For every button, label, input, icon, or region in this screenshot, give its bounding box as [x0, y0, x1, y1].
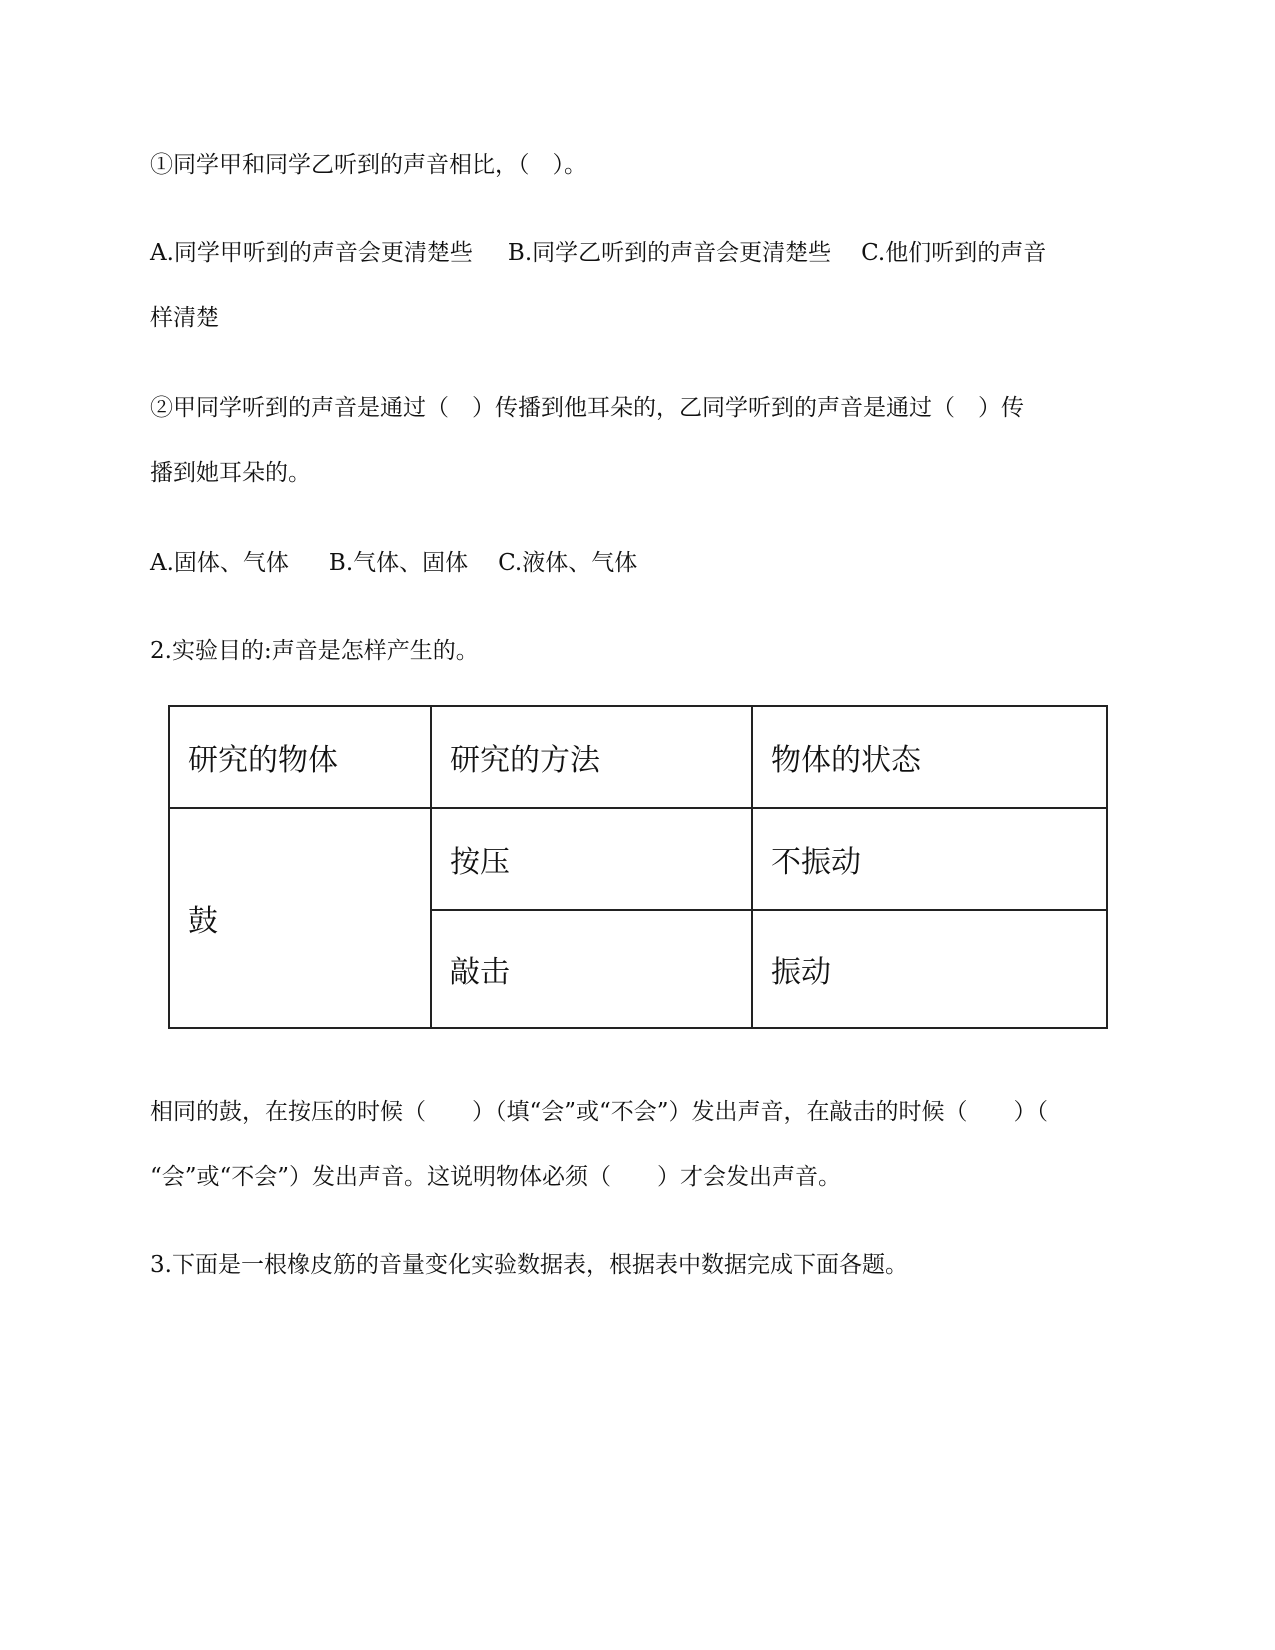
q1-sub1-option-c: C.他们听到的声音	[861, 240, 1047, 266]
q1-sub1-option-b: B.同学乙听到的声音会更清楚些	[507, 240, 832, 266]
q3-title: 3.下面是一根橡皮筋的音量变化实验数据表，根据表中数据完成下面各题。	[150, 1252, 908, 1278]
q2-fill-line1: 相同的鼓，在按压的时候（ ）（填“会”或“不会”）发出声音，在敲击的时候（ ）（	[150, 1099, 1049, 1125]
method-cell: 敲击	[431, 910, 752, 1028]
q1-sub1-question: ①同学甲和同学乙听到的声音相比，（ ）。	[150, 152, 587, 178]
state-cell: 振动	[752, 910, 1107, 1028]
object-cell: 鼓	[169, 808, 431, 1028]
q1-sub2-option-a: A.固体、气体	[150, 550, 289, 576]
table-row	[169, 808, 1107, 910]
method-cell: 按压	[431, 808, 752, 910]
q2-title: 2.实验目的:声音是怎样产生的。	[150, 638, 479, 664]
header-method: 研究的方法	[431, 706, 752, 808]
q1-sub1-option-c-continuation: 样清楚	[150, 305, 219, 331]
q1-sub1-options	[150, 238, 1046, 268]
header-object: 研究的物体	[169, 706, 431, 808]
q1-sub1-option-a: A.同学甲听到的声音会更清楚些	[150, 240, 473, 266]
q1-sub2-question-line2: 播到她耳朵的。	[150, 460, 311, 486]
q1-sub2-options	[150, 548, 637, 578]
state-cell: 不振动	[752, 808, 1107, 910]
q1-sub2-option-b: B.气体、固体	[328, 550, 469, 576]
header-state: 物体的状态	[752, 706, 1107, 808]
q1-sub2-question-line1: ②甲同学听到的声音是通过（ ）传播到他耳朵的，乙同学听到的声音是通过（ ）传	[150, 395, 1024, 421]
experiment-table	[168, 705, 1108, 1029]
table-header-row	[169, 706, 1107, 808]
q2-fill-line2: “会”或“不会”）发出声音。这说明物体必须（ ）才会发出声音。	[150, 1164, 842, 1190]
q1-sub2-option-c: C.液体、气体	[498, 550, 638, 576]
